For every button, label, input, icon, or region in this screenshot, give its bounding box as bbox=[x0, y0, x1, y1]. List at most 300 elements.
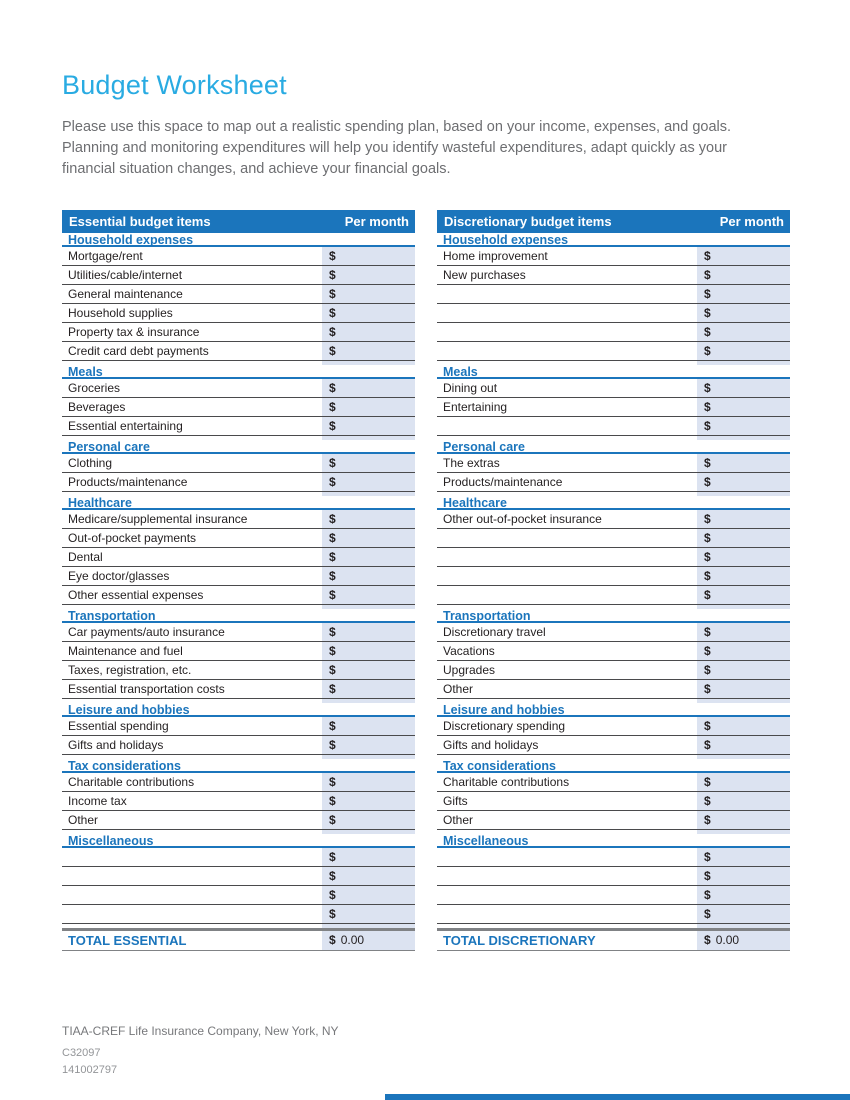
currency-symbol: $ bbox=[329, 738, 336, 753]
section-header-miscellaneous: Miscellaneous bbox=[62, 834, 415, 848]
budget-row bbox=[437, 848, 790, 867]
amount-cell[interactable] bbox=[697, 473, 790, 491]
amount-cell[interactable] bbox=[697, 510, 790, 528]
section-header-household-expenses: Household expenses bbox=[437, 233, 790, 247]
budget-row bbox=[437, 247, 790, 266]
amount-cell[interactable] bbox=[697, 548, 790, 566]
row-label: Beverages bbox=[68, 400, 126, 415]
amount-cell[interactable] bbox=[322, 473, 415, 491]
budget-row bbox=[437, 717, 790, 736]
budget-row bbox=[62, 642, 415, 661]
page-title: Budget Worksheet bbox=[62, 70, 287, 100]
amount-value bbox=[711, 287, 716, 301]
amount-value bbox=[336, 381, 341, 395]
section-gap bbox=[437, 361, 790, 365]
amount-cell[interactable] bbox=[697, 266, 790, 284]
currency-symbol: $ bbox=[329, 381, 336, 396]
section-header-healthcare: Healthcare bbox=[62, 496, 415, 510]
row-label bbox=[437, 867, 697, 885]
section-gap-shade bbox=[697, 361, 790, 365]
currency-symbol: $ bbox=[329, 850, 336, 865]
amount-value bbox=[711, 719, 716, 733]
amount-cell[interactable] bbox=[697, 661, 790, 679]
currency-symbol: $ bbox=[329, 512, 336, 527]
section-header-leisure-and-hobbies: Leisure and hobbies bbox=[437, 703, 790, 717]
amount-cell[interactable] bbox=[322, 586, 415, 604]
currency-symbol: $ bbox=[329, 682, 336, 697]
currency-symbol: $ bbox=[704, 775, 711, 790]
row-label: Gifts and holidays bbox=[443, 738, 539, 753]
budget-row bbox=[62, 661, 415, 680]
row-label bbox=[62, 848, 322, 866]
currency-symbol: $ bbox=[704, 381, 711, 396]
amount-cell[interactable] bbox=[322, 623, 415, 641]
row-label: Entertaining bbox=[443, 400, 508, 415]
currency-symbol: $ bbox=[704, 268, 711, 283]
currency-symbol: $ bbox=[329, 813, 336, 828]
amount-value bbox=[711, 588, 716, 602]
amount-cell[interactable] bbox=[322, 548, 415, 566]
row-label: Other out-of-pocket insurance bbox=[443, 512, 602, 527]
amount-value bbox=[336, 588, 341, 602]
budget-row bbox=[62, 680, 415, 699]
amount-cell[interactable] bbox=[322, 792, 415, 810]
amount-cell[interactable] bbox=[322, 342, 415, 360]
section-header-leisure-and-hobbies: Leisure and hobbies bbox=[62, 703, 415, 717]
section-gap-shade bbox=[322, 755, 415, 759]
section-gap-shade bbox=[322, 830, 415, 834]
amount-value bbox=[711, 381, 716, 395]
row-label: Credit card debt payments bbox=[68, 344, 209, 359]
table-header bbox=[62, 210, 415, 233]
amount-value bbox=[336, 625, 341, 639]
form-code: C32097 bbox=[62, 1047, 101, 1059]
section-gap-label bbox=[62, 924, 322, 928]
budget-row bbox=[62, 266, 415, 285]
row-label: Utilities/cable/internet bbox=[68, 268, 183, 283]
section-header-tax-considerations: Tax considerations bbox=[62, 759, 415, 773]
budget-row bbox=[437, 548, 790, 567]
currency-symbol: $ bbox=[329, 588, 336, 603]
amount-value bbox=[711, 682, 716, 696]
amount-cell[interactable] bbox=[697, 886, 790, 904]
per-month-label: Per month bbox=[344, 214, 409, 230]
row-label: Products/maintenance bbox=[68, 475, 188, 490]
row-label: Clothing bbox=[68, 456, 113, 471]
section-header-personal-care: Personal care bbox=[62, 440, 415, 454]
amount-value bbox=[336, 400, 341, 414]
currency-symbol: $ bbox=[704, 738, 711, 753]
amount-value bbox=[711, 625, 716, 639]
row-label bbox=[437, 848, 697, 866]
amount-cell[interactable] bbox=[322, 567, 415, 585]
budget-row bbox=[62, 886, 415, 905]
currency-symbol: $ bbox=[704, 550, 711, 565]
amount-cell[interactable] bbox=[697, 304, 790, 322]
amount-cell[interactable] bbox=[322, 867, 415, 885]
row-label: Gifts bbox=[443, 794, 468, 809]
row-label bbox=[437, 417, 697, 435]
row-label: General maintenance bbox=[68, 287, 183, 302]
section-gap-shade bbox=[697, 699, 790, 703]
row-label: Vacations bbox=[443, 644, 495, 659]
amount-value bbox=[336, 569, 341, 583]
amount-value bbox=[711, 888, 716, 902]
row-label: Eye doctor/glasses bbox=[68, 569, 170, 584]
amount-cell[interactable] bbox=[322, 773, 415, 791]
currency-symbol: $ bbox=[704, 475, 711, 490]
amount-value bbox=[711, 794, 716, 808]
row-label bbox=[437, 567, 697, 585]
amount-cell[interactable] bbox=[322, 680, 415, 698]
section-header-household-expenses: Household expenses bbox=[62, 233, 415, 247]
section-header-miscellaneous: Miscellaneous bbox=[437, 834, 790, 848]
budget-row bbox=[62, 905, 415, 924]
row-label: Dental bbox=[68, 550, 103, 565]
currency-symbol: $ bbox=[704, 869, 711, 884]
currency-symbol: $ bbox=[704, 419, 711, 434]
section-gap-label bbox=[437, 924, 697, 928]
amount-cell[interactable] bbox=[697, 285, 790, 303]
amount-cell[interactable] bbox=[697, 398, 790, 416]
currency-symbol: $ bbox=[704, 344, 711, 359]
currency-symbol: $ bbox=[329, 625, 336, 640]
section-gap-shade bbox=[697, 830, 790, 834]
amount-cell[interactable] bbox=[697, 529, 790, 547]
amount-cell[interactable] bbox=[697, 454, 790, 472]
row-label: Gifts and holidays bbox=[68, 738, 164, 753]
amount-cell[interactable] bbox=[697, 717, 790, 735]
budget-row bbox=[62, 285, 415, 304]
row-label: Income tax bbox=[68, 794, 127, 809]
amount-cell[interactable] bbox=[697, 417, 790, 435]
amount-value bbox=[336, 268, 341, 282]
amount-cell[interactable] bbox=[322, 285, 415, 303]
per-month-label: Per month bbox=[719, 214, 784, 230]
budget-row bbox=[437, 867, 790, 886]
amount-value bbox=[336, 850, 341, 864]
amount-cell[interactable] bbox=[322, 848, 415, 866]
currency-symbol: $ bbox=[329, 569, 336, 584]
currency-symbol: $ bbox=[704, 888, 711, 903]
company-name: TIAA-CREF Life Insurance Company, New York, NY bbox=[62, 1024, 339, 1038]
currency-symbol: $ bbox=[329, 869, 336, 884]
budget-row bbox=[437, 266, 790, 285]
budget-row bbox=[437, 398, 790, 417]
budget-row bbox=[437, 586, 790, 605]
budget-row bbox=[62, 623, 415, 642]
currency-symbol: $ bbox=[704, 287, 711, 302]
amount-cell[interactable] bbox=[322, 811, 415, 829]
section-gap-shade bbox=[697, 755, 790, 759]
section-gap-shade bbox=[697, 436, 790, 440]
section-gap bbox=[437, 924, 790, 928]
budget-row bbox=[62, 867, 415, 886]
amount-value bbox=[711, 550, 716, 564]
currency-symbol: $ bbox=[329, 719, 336, 734]
currency-symbol: $ bbox=[329, 325, 336, 340]
budget-row bbox=[437, 567, 790, 586]
budget-row bbox=[437, 623, 790, 642]
currency-symbol: $ bbox=[704, 682, 711, 697]
budget-row bbox=[437, 454, 790, 473]
amount-cell[interactable] bbox=[697, 623, 790, 641]
amount-value bbox=[336, 249, 341, 263]
budget-row bbox=[437, 773, 790, 792]
amount-value bbox=[711, 268, 716, 282]
row-label: Taxes, registration, etc. bbox=[68, 663, 192, 678]
row-label bbox=[437, 548, 697, 566]
row-label: Medicare/supplemental insurance bbox=[68, 512, 248, 527]
currency-symbol: $ bbox=[704, 531, 711, 546]
row-label bbox=[437, 586, 697, 604]
currency-symbol: $ bbox=[704, 569, 711, 584]
amount-cell[interactable] bbox=[322, 417, 415, 435]
row-label: Other bbox=[443, 813, 474, 828]
amount-value bbox=[711, 344, 716, 358]
amount-value bbox=[336, 775, 341, 789]
currency-symbol: $ bbox=[329, 475, 336, 490]
budget-row bbox=[62, 342, 415, 361]
amount-value bbox=[711, 306, 716, 320]
currency-symbol: $ bbox=[704, 850, 711, 865]
amount-value bbox=[711, 249, 716, 263]
budget-row bbox=[62, 586, 415, 605]
amount-value bbox=[711, 456, 716, 470]
currency-symbol: $ bbox=[329, 775, 336, 790]
amount-value bbox=[336, 888, 341, 902]
budget-row bbox=[437, 342, 790, 361]
amount-value bbox=[336, 644, 341, 658]
amount-cell[interactable] bbox=[322, 323, 415, 341]
currency-symbol: $ bbox=[329, 550, 336, 565]
amount-value bbox=[336, 682, 341, 696]
section-header-tax-considerations: Tax considerations bbox=[437, 759, 790, 773]
row-label: Household supplies bbox=[68, 306, 173, 321]
amount-value bbox=[336, 512, 341, 526]
row-label bbox=[62, 905, 322, 923]
currency-symbol: $ bbox=[704, 933, 711, 948]
budget-row bbox=[437, 680, 790, 699]
section-header-transportation: Transportation bbox=[437, 609, 790, 623]
currency-symbol: $ bbox=[329, 287, 336, 302]
row-label: Charitable contributions bbox=[443, 775, 570, 790]
intro-paragraph: Please use this space to map out a realistic spending plan, based on your income, expenses, and goals. Planning and monitoring expenditures will help you identify wasteful expenditures, adapt quickly as your financial situation changes, and achieve your financial goals. bbox=[62, 119, 732, 178]
budget-row bbox=[62, 323, 415, 342]
amount-value bbox=[711, 869, 716, 883]
budget-row bbox=[437, 811, 790, 830]
amount-cell[interactable] bbox=[322, 454, 415, 472]
section-gap-shade bbox=[697, 605, 790, 609]
currency-symbol: $ bbox=[329, 249, 336, 264]
row-label: Car payments/auto insurance bbox=[68, 625, 225, 640]
amount-cell[interactable] bbox=[697, 247, 790, 265]
budget-row bbox=[62, 567, 415, 586]
amount-cell[interactable] bbox=[697, 342, 790, 360]
amount-cell[interactable] bbox=[322, 266, 415, 284]
amount-value bbox=[711, 850, 716, 864]
section-gap-shade bbox=[322, 924, 415, 928]
row-label: Upgrades bbox=[443, 663, 496, 678]
budget-row bbox=[62, 473, 415, 492]
amount-value bbox=[336, 344, 341, 358]
row-label: Other bbox=[443, 682, 474, 697]
amount-cell[interactable] bbox=[322, 398, 415, 416]
amount-cell[interactable] bbox=[697, 379, 790, 397]
row-label: Property tax & insurance bbox=[68, 325, 200, 340]
amount-cell[interactable] bbox=[322, 661, 415, 679]
budget-row bbox=[437, 510, 790, 529]
amount-cell[interactable] bbox=[322, 905, 415, 923]
currency-symbol: $ bbox=[704, 249, 711, 264]
currency-symbol: $ bbox=[704, 512, 711, 527]
amount-cell[interactable] bbox=[697, 905, 790, 923]
amount-value bbox=[336, 794, 341, 808]
currency-symbol: $ bbox=[704, 325, 711, 340]
row-label: Essential entertaining bbox=[68, 419, 183, 434]
budget-row bbox=[62, 398, 415, 417]
amount-value bbox=[336, 907, 341, 921]
budget-row bbox=[437, 792, 790, 811]
amount-cell[interactable] bbox=[697, 736, 790, 754]
amount-cell[interactable] bbox=[697, 848, 790, 866]
section-header-personal-care: Personal care bbox=[437, 440, 790, 454]
currency-symbol: $ bbox=[704, 306, 711, 321]
row-label: Groceries bbox=[68, 381, 121, 396]
total-row-essential bbox=[62, 928, 415, 951]
amount-value bbox=[711, 419, 716, 433]
amount-value bbox=[336, 550, 341, 564]
amount-value bbox=[336, 531, 341, 545]
budget-row bbox=[437, 285, 790, 304]
amount-cell[interactable] bbox=[697, 792, 790, 810]
amount-cell[interactable] bbox=[322, 247, 415, 265]
row-label bbox=[62, 867, 322, 885]
currency-symbol: $ bbox=[704, 588, 711, 603]
amount-cell[interactable] bbox=[322, 510, 415, 528]
amount-cell[interactable] bbox=[322, 304, 415, 322]
budget-table-discretionary bbox=[437, 210, 790, 951]
amount-cell[interactable] bbox=[697, 811, 790, 829]
amount-value bbox=[336, 663, 341, 677]
budget-row bbox=[62, 773, 415, 792]
currency-symbol: $ bbox=[329, 663, 336, 678]
amount-value bbox=[336, 287, 341, 301]
section-header-meals: Meals bbox=[437, 365, 790, 379]
amount-value bbox=[336, 738, 341, 752]
currency-symbol: $ bbox=[329, 644, 336, 659]
row-label: Essential spending bbox=[68, 719, 169, 734]
amount-cell[interactable] bbox=[697, 323, 790, 341]
amount-value bbox=[711, 531, 716, 545]
budget-row bbox=[62, 529, 415, 548]
budget-row bbox=[62, 417, 415, 436]
row-label: Out-of-pocket payments bbox=[68, 531, 197, 546]
currency-symbol: $ bbox=[704, 625, 711, 640]
total-amount-cell[interactable] bbox=[322, 931, 415, 950]
currency-symbol: $ bbox=[329, 907, 336, 922]
total-amount-cell[interactable] bbox=[697, 931, 790, 950]
budget-row bbox=[62, 379, 415, 398]
currency-symbol: $ bbox=[329, 306, 336, 321]
row-label: Products/maintenance bbox=[443, 475, 563, 490]
amount-value bbox=[336, 419, 341, 433]
total-amount-value: 0.00 bbox=[715, 933, 740, 948]
amount-value bbox=[711, 569, 716, 583]
row-label bbox=[437, 529, 697, 547]
amount-cell[interactable] bbox=[322, 717, 415, 735]
amount-value bbox=[336, 869, 341, 883]
section-gap-shade bbox=[322, 699, 415, 703]
currency-symbol: $ bbox=[329, 400, 336, 415]
budget-row bbox=[62, 548, 415, 567]
row-label: New purchases bbox=[443, 268, 526, 283]
amount-value bbox=[711, 738, 716, 752]
amount-value bbox=[336, 325, 341, 339]
amount-value bbox=[711, 813, 716, 827]
section-gap-shade bbox=[697, 924, 790, 928]
budget-row bbox=[62, 792, 415, 811]
budget-row bbox=[437, 379, 790, 398]
amount-cell[interactable] bbox=[322, 886, 415, 904]
amount-cell[interactable] bbox=[697, 680, 790, 698]
row-label: Other essential expenses bbox=[68, 588, 204, 603]
budget-row bbox=[62, 811, 415, 830]
amount-cell[interactable] bbox=[322, 529, 415, 547]
amount-value bbox=[711, 475, 716, 489]
currency-symbol: $ bbox=[704, 907, 711, 922]
total-row-discretionary bbox=[437, 928, 790, 951]
budget-row bbox=[62, 304, 415, 323]
total-label: TOTAL ESSENTIAL bbox=[68, 933, 187, 949]
row-label: Dining out bbox=[443, 381, 498, 396]
bottom-accent-bar bbox=[385, 1094, 850, 1100]
budget-row bbox=[437, 473, 790, 492]
section-gap-shade bbox=[322, 361, 415, 365]
budget-row bbox=[62, 454, 415, 473]
tables-container bbox=[62, 210, 790, 951]
amount-cell[interactable] bbox=[697, 642, 790, 660]
amount-value bbox=[711, 644, 716, 658]
currency-symbol: $ bbox=[704, 813, 711, 828]
amount-cell[interactable] bbox=[697, 773, 790, 791]
row-label bbox=[437, 905, 697, 923]
row-label: Charitable contributions bbox=[68, 775, 195, 790]
row-label: The extras bbox=[443, 456, 500, 471]
amount-cell[interactable] bbox=[322, 736, 415, 754]
amount-value bbox=[711, 663, 716, 677]
currency-symbol: $ bbox=[329, 456, 336, 471]
currency-symbol: $ bbox=[329, 531, 336, 546]
amount-cell[interactable] bbox=[322, 379, 415, 397]
row-label bbox=[437, 285, 697, 303]
amount-cell[interactable] bbox=[697, 867, 790, 885]
amount-cell[interactable] bbox=[697, 586, 790, 604]
amount-cell[interactable] bbox=[697, 567, 790, 585]
budget-row bbox=[437, 886, 790, 905]
amount-cell[interactable] bbox=[322, 642, 415, 660]
section-gap-shade bbox=[322, 605, 415, 609]
table-header bbox=[437, 210, 790, 233]
row-label: Home improvement bbox=[443, 249, 548, 264]
page-footer bbox=[62, 1024, 339, 1076]
budget-row bbox=[437, 304, 790, 323]
row-label: Essential transportation costs bbox=[68, 682, 225, 697]
budget-row bbox=[437, 529, 790, 548]
section-gap-shade bbox=[322, 492, 415, 496]
section-header-meals: Meals bbox=[62, 365, 415, 379]
budget-row bbox=[437, 661, 790, 680]
